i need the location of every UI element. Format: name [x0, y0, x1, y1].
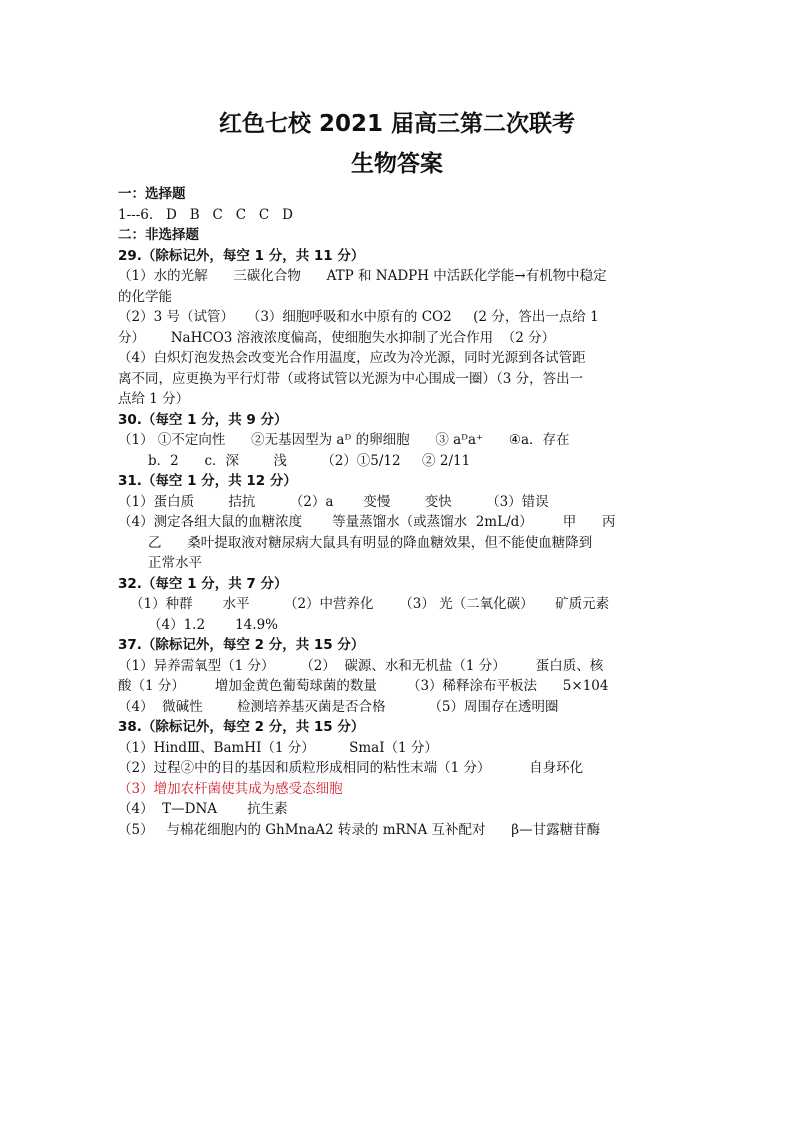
- q31-heading: 31.（每空 1 分，共 12 分）: [118, 473, 297, 489]
- q29-line-2: 的化学能: [118, 288, 172, 305]
- q29-heading: 29.（除标记外，每空 1 分，共 11 分）: [118, 247, 365, 264]
- q31-line-4: 正常水平: [148, 555, 202, 571]
- q38-line-2: （2）过程②中的目的基因和质粒形成相同的粘性末端（1 分） 自身环化: [118, 760, 584, 776]
- q37-line-1: （1）异养需氧型（1 分） （2） 碳源、水和无机盐（1 分） 蛋白质、核: [118, 657, 604, 674]
- q30-heading: 30.（每空 1 分，共 9 分）: [118, 411, 288, 428]
- q29-line-4: 分） NaHCO3 溶液浓度偏高，使细胞失水抑制了光合作用 （2 分）: [118, 329, 556, 346]
- q38-heading: 38.（除标记外，每空 2 分，共 15 分）: [118, 719, 365, 735]
- q29-line-6: 离不同，应更换为平行灯带（或将试管以光源为中心围成一圈）（3 分，答出一: [118, 370, 584, 387]
- q29-line-7: 点给 1 分）: [118, 391, 190, 407]
- section-multiple-choice-heading: 一：选择题: [118, 186, 186, 202]
- q29-line-1: （1）水的光解 三碳化合物 ATP 和 NADPH 中活跃化学能→有机物中稳定: [118, 268, 607, 284]
- q31-line-3: 乙 桑叶提取液对糖尿病大鼠具有明显的降血糖效果，但不能使血糖降到: [148, 534, 593, 551]
- q29-line-5: （4）白炽灯泡发热会改变光合作用温度，应改为冷光源，同时光源到各试管距: [118, 350, 586, 366]
- q38-line-1: （1）HindⅢ、BamHⅠ（1 分） SmaⅠ（1 分）: [118, 739, 438, 756]
- q32-line-2: （4）1.2 14.9%: [148, 616, 278, 633]
- q32-heading: 32.（每空 1 分，共 7 分）: [118, 575, 288, 592]
- q31-line-1: （1）蛋白质 拮抗 （2）a 变慢 变快 （3）错误: [118, 493, 549, 510]
- q32-line-1: （1）种群 水平 （2）中营养化 （3） 光（二氧化碳） 矿质元素: [130, 596, 610, 612]
- section-non-choice-heading: 二：非选择题: [118, 227, 199, 243]
- q37-heading: 37.（除标记外，每空 2 分，共 15 分）: [118, 637, 365, 653]
- q38-line-4: （4） T—DNA 抗生素: [118, 801, 288, 817]
- q37-line-3: （4） 微碱性 检测培养基灭菌是否合格 （5）周围存在透明圈: [118, 698, 559, 715]
- exam-title: 红色七校 2021 届高三第二次联考: [218, 111, 576, 137]
- q38-line-3-highlighted: （3）增加农杆菌使其成为感受态细胞: [118, 780, 343, 797]
- q30-line-2: b．2 c．深 浅 （2）①5/12 ② 2/11: [148, 452, 471, 469]
- q31-line-2: （4）测定各组大鼠的血糖浓度 等量蒸馏水（或蒸馏水 2mL/d） 甲 丙: [118, 514, 616, 530]
- answer-title: 生物答案: [351, 151, 443, 177]
- q37-line-2: 酸（1 分） 增加金黄色葡萄球菌的数量 （3）稀释涂布平板法 5×104: [118, 678, 609, 694]
- multiple-choice-answers: 1---6. D B C C C D: [118, 206, 293, 223]
- q29-line-3: （2）3 号（试管） （3）细胞呼吸和水中原有的 CO2 (2 分，答出一点给 1: [118, 309, 599, 325]
- answer-content: [118, 184, 678, 840]
- q38-line-5: （5） 与棉花细胞内的 GhMnaA2 转录的 mRNA 互补配对 β—甘露糖苷酶: [118, 821, 601, 838]
- q30-line-1: （1） ①不定向性 ②无基因型为 aᴰ 的卵细胞 ③ aᴰa⁺ ④a．存在: [118, 432, 570, 448]
